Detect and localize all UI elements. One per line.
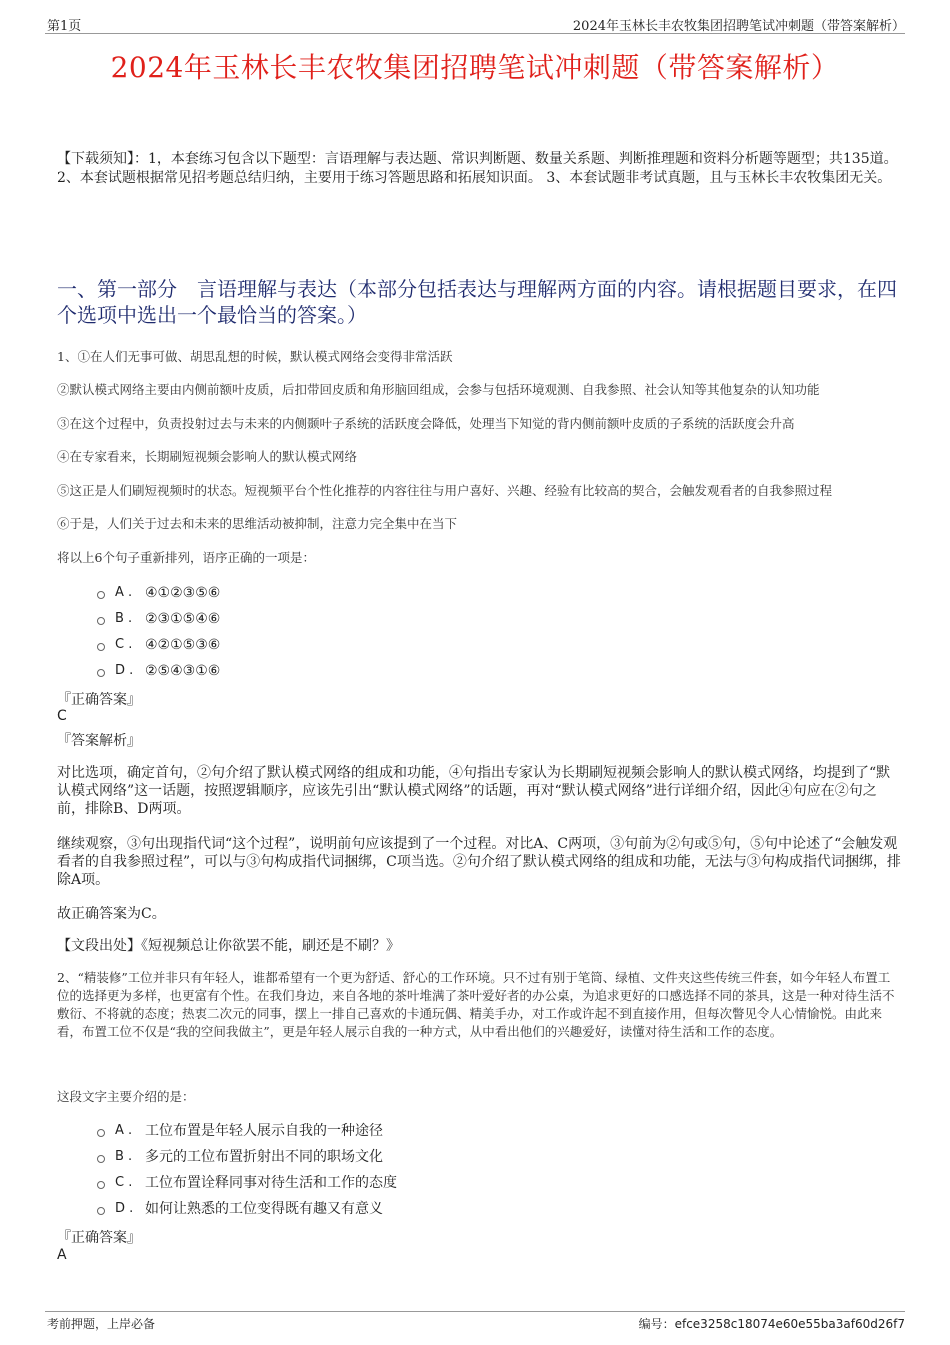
option-text: 多元的工位布置折射出不同的职场文化 [145, 1149, 383, 1165]
option-text: 工位布置诠释同事对待生活和工作的态度 [145, 1175, 397, 1191]
radio-icon[interactable] [97, 591, 105, 599]
option-text: 工位布置是年轻人展示自我的一种途径 [145, 1123, 383, 1139]
radio-icon[interactable] [97, 669, 105, 677]
q2-option-c[interactable] [97, 1173, 397, 1193]
footer-slogan: 考前押题，上岸必备 [47, 1317, 156, 1331]
q1-answer-label: 『正确答案』 [57, 692, 141, 708]
q1-line-6: ⑥于是，人们关于过去和未来的思维活动被抑制，注意力完全集中在当下 [57, 516, 458, 531]
option-text: ②③①⑤④⑥ [145, 611, 221, 627]
radio-icon[interactable] [97, 1181, 105, 1189]
option-letter: B . [115, 1149, 133, 1164]
q1-line-4: ④在专家看来，长期刷短视频会影响人的默认模式网络 [57, 449, 358, 464]
q2-answer-label: 『正确答案』 [57, 1230, 141, 1246]
q1-option-c[interactable] [97, 635, 220, 655]
option-text: 如何让熟悉的工位变得既有趣又有意义 [145, 1201, 383, 1217]
q1-analysis-p1: 对比选项，确定首句，②句介绍了默认模式网络的组成和功能，④句指出专家认为长期刷短视频会影响人的默认模式网络，均提到了“默认模式网络”这一话题，按照逻辑顺序，应该先引出“默认模式网络”的话题，再对“默认模式网络”进行详细介绍，因此④句应在②句之前，排除B、D两项。 [57, 765, 891, 817]
q1-analysis-p3: 故正确答案为C。 [57, 906, 166, 922]
page-number: 第1页 [47, 19, 82, 34]
q1-prompt: 将以上6个句子重新排列，语序正确的一项是： [57, 550, 315, 565]
option-letter: B . [115, 611, 133, 626]
radio-icon[interactable] [97, 1155, 105, 1163]
q2-option-a[interactable] [97, 1121, 383, 1141]
q1-line-2: ②默认模式网络主要由内侧前额叶皮质，后扣带回皮质和角形脑回组成，会参与包括环境观测、自我参照、社会认知等其他复杂的认知功能 [57, 382, 820, 397]
footer-doc-id: 编号：efce3258c18074e60e55ba3af60d26f7 [638, 1317, 905, 1331]
section-title: 一、第一部分 言语理解与表达（本部分包括表达与理解两方面的内容。请根据题目要求，在四个选项中选出一个最恰当的答案。） [57, 277, 897, 327]
header-divider [45, 33, 905, 34]
q1-answer: C [57, 708, 67, 724]
download-notice: 【下载须知】：1，本套练习包含以下题型：言语理解与表达题、常识判断题、数量关系题、判断推理题和资料分析题等题型；共135道。 2、本套试题根据常见招考题总结归纳，主要用于练习答题思路和拓展知识面。 3、本套试题非考试真题，且与玉林长丰农牧集团无关。 [57, 151, 898, 186]
q1-line-1: 1、①在人们无事可做、胡思乱想的时候，默认模式网络会变得非常活跃 [57, 349, 453, 364]
option-letter: C . [115, 637, 133, 652]
q1-option-a[interactable] [97, 583, 220, 603]
option-letter: C . [115, 1175, 133, 1190]
option-letter: A . [115, 585, 133, 600]
q1-line-3: ③在这个过程中，负责投射过去与未来的内侧颞叶子系统的活跃度会降低，处理当下知觉的背内侧前额叶皮质的子系统的活跃度会升高 [57, 416, 795, 431]
q1-option-d[interactable] [97, 661, 220, 681]
option-letter: D . [115, 1201, 134, 1216]
option-text: ④②①⑤③⑥ [145, 637, 221, 653]
q1-line-5: ⑤这正是人们刷短视频时的状态。短视频平台个性化推荐的内容往往与用户喜好、兴趣、经验有比较高的契合，会触发观看者的自我参照过程 [57, 483, 833, 498]
q1-option-b[interactable] [97, 609, 220, 629]
q1-analysis-label: 『答案解析』 [57, 733, 141, 749]
radio-icon[interactable] [97, 643, 105, 651]
page-title: 2024年玉林长丰农牧集团招聘笔试冲刺题（带答案解析） [110, 51, 840, 84]
option-text: ②⑤④③①⑥ [145, 663, 221, 679]
radio-icon[interactable] [97, 617, 105, 625]
option-letter: D . [115, 663, 134, 678]
q1-analysis-p2: 继续观察，③句出现指代词“这个过程”，说明前句应该提到了一个过程。对比A、C两项，③句前为②句或⑤句，⑤句中论述了“会触发观看者的自我参照过程”，可以与③句构成指代词捆绑，C项当选。②句介绍了默认模式网络的组成和功能，无法与③句构成指代词捆绑，排除A项。 [57, 836, 901, 888]
option-text: ④①②③⑤⑥ [145, 585, 221, 601]
q2-prompt: 这段文字主要介绍的是： [57, 1089, 195, 1104]
radio-icon[interactable] [97, 1207, 105, 1215]
radio-icon[interactable] [97, 1129, 105, 1137]
footer-divider [45, 1311, 905, 1312]
header-doc-title: 2024年玉林长丰农牧集团招聘笔试冲刺题（带答案解析） [572, 19, 905, 34]
q2-answer: A [57, 1247, 67, 1263]
option-letter: A . [115, 1123, 133, 1138]
q2-stem: 2、“精装修”工位并非只有年轻人，谁都希望有一个更为舒适、舒心的工作环境。只不过有别于笔筒、绿植、文件夹这些传统三件套，如今年轻人布置工位的选择更为多样，也更富有个性。在我们身边，来自各地的茶叶堆满了茶叶爱好者的办公桌，为追求更好的口感选择不同的茶具，这是一种对待生活不敷衍、不将就的态度；热衷二次元的同事，摆上一排自己喜欢的卡通玩偶、精美手办，对工作或许起不到直接作用，但每次瞥见令人心情愉悦。由此来看，布置工位不仅是“我的空间我做主”，更是年轻人展示自我的一种方式，从中看出他们的兴趣爱好，读懂对待生活和工作的态度。 [57, 970, 895, 1039]
q2-option-d[interactable] [97, 1199, 383, 1219]
q2-option-b[interactable] [97, 1147, 383, 1167]
q1-source: 【文段出处】《短视频总让你欲罢不能，刷还是不刷？》 [57, 938, 400, 954]
